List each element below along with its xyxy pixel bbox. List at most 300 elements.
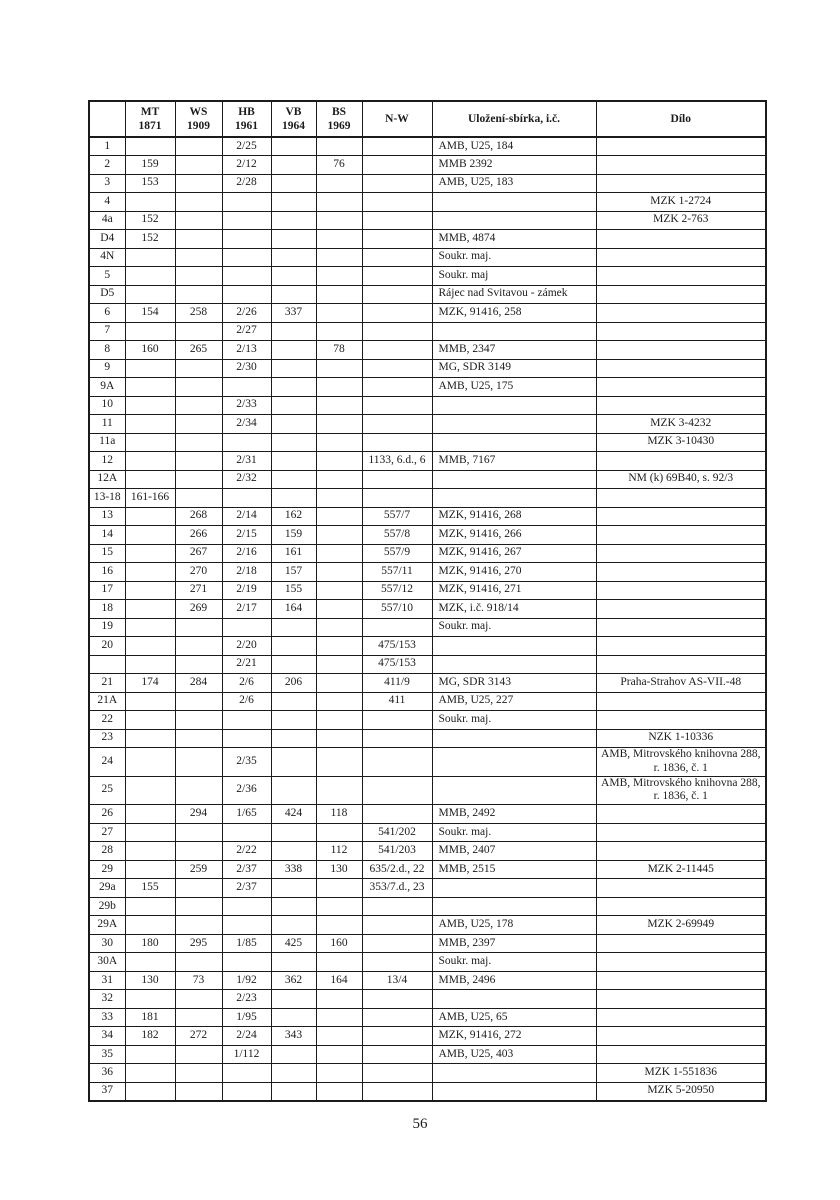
cell-id: 18 (89, 600, 125, 619)
cell-ws (175, 842, 222, 861)
cell-nw: 1133, 6.d., 6 (362, 452, 432, 471)
cell-nw (362, 1045, 432, 1064)
cell-ws: 269 (175, 600, 222, 619)
cell-bs (316, 637, 362, 656)
cell-hb: 2/27 (222, 322, 271, 341)
table-row (89, 563, 766, 582)
cell-bs (316, 711, 362, 730)
cell-dilo (596, 563, 766, 582)
cell-bs: 112 (316, 842, 362, 861)
cell-dilo (596, 248, 766, 267)
table-row (89, 174, 766, 193)
cell-id: 21A (89, 692, 125, 711)
cell-bs (316, 526, 362, 545)
cell-vb (271, 618, 316, 637)
cell-id: 2 (89, 156, 125, 175)
cell-bs: 160 (316, 934, 362, 953)
cell-dilo: MZK 5-20950 (596, 1082, 766, 1101)
cell-vb (271, 711, 316, 730)
cell-id: 31 (89, 971, 125, 990)
cell-ulozeni (432, 990, 596, 1009)
cell-ulozeni (432, 1082, 596, 1101)
cell-vb (271, 415, 316, 434)
cell-bs (316, 285, 362, 304)
cell-ulozeni (432, 879, 596, 898)
cell-hb (222, 489, 271, 508)
cell-vb: 164 (271, 600, 316, 619)
cell-nw: 557/8 (362, 526, 432, 545)
table-row (89, 692, 766, 711)
cell-vb: 424 (271, 805, 316, 824)
cell-mt (125, 1064, 175, 1083)
table-row (89, 322, 766, 341)
cell-nw (362, 156, 432, 175)
cell-ulozeni: MMB, 7167 (432, 452, 596, 471)
cell-nw: 635/2.d., 22 (362, 860, 432, 879)
cell-nw (362, 990, 432, 1009)
page-number: 56 (412, 1116, 428, 1132)
cell-id: 5 (89, 267, 125, 286)
cell-id: 12A (89, 470, 125, 489)
cell-bs (316, 544, 362, 563)
cell-hb (222, 433, 271, 452)
cell-ulozeni (432, 655, 596, 674)
cell-dilo: MZK 1-2724 (596, 193, 766, 212)
cell-nw (362, 711, 432, 730)
cell-mt (125, 563, 175, 582)
table-row (89, 860, 766, 879)
cell-nw (362, 1082, 432, 1101)
cell-dilo (596, 953, 766, 972)
cell-dilo (596, 600, 766, 619)
cell-bs (316, 489, 362, 508)
cell-mt: 154 (125, 304, 175, 323)
cell-bs (316, 692, 362, 711)
cell-vb: 362 (271, 971, 316, 990)
cell-dilo (596, 544, 766, 563)
cell-vb (271, 248, 316, 267)
cell-mt: 155 (125, 879, 175, 898)
cell-bs: 164 (316, 971, 362, 990)
cell-vb: 157 (271, 563, 316, 582)
cell-mt: 181 (125, 1008, 175, 1027)
cell-vb (271, 879, 316, 898)
cell-dilo: Praha-Strahov AS-VII.-48 (596, 674, 766, 693)
header-label: 1871 (138, 120, 162, 132)
cell-id: D4 (89, 230, 125, 249)
cell-id: 27 (89, 823, 125, 842)
cell-nw: 541/202 (362, 823, 432, 842)
cell-mt (125, 267, 175, 286)
cell-ulozeni (432, 729, 596, 748)
cell-mt (125, 396, 175, 415)
cell-dilo (596, 637, 766, 656)
cell-nw (362, 916, 432, 935)
table-row (89, 805, 766, 824)
cell-mt (125, 1082, 175, 1101)
cell-ws (175, 396, 222, 415)
cell-vb (271, 1082, 316, 1101)
cell-ws (175, 267, 222, 286)
col-header-vb (271, 101, 316, 137)
cell-ws: 73 (175, 971, 222, 990)
cell-vb (271, 842, 316, 861)
cell-ulozeni: Soukr. maj. (432, 823, 596, 842)
cell-ws (175, 711, 222, 730)
cell-ulozeni: Soukr. maj. (432, 711, 596, 730)
cell-hb: 2/33 (222, 396, 271, 415)
cell-hb (222, 248, 271, 267)
cell-dilo (596, 137, 766, 156)
table-row (89, 544, 766, 563)
cell-dilo (596, 897, 766, 916)
cell-hb: 2/13 (222, 341, 271, 360)
cell-ws (175, 916, 222, 935)
cell-nw (362, 897, 432, 916)
cell-mt (125, 544, 175, 563)
cell-nw (362, 137, 432, 156)
table-row (89, 953, 766, 972)
cell-ulozeni: MMB, 2407 (432, 842, 596, 861)
table-row (89, 916, 766, 935)
cell-dilo (596, 378, 766, 397)
cell-hb (222, 230, 271, 249)
header-label: HB (238, 105, 255, 118)
col-header-blank (89, 101, 125, 137)
cell-dilo: MZK 3-10430 (596, 433, 766, 452)
cell-ulozeni (432, 415, 596, 434)
cell-vb (271, 470, 316, 489)
cell-id: 30 (89, 934, 125, 953)
cell-mt (125, 953, 175, 972)
table-row (89, 470, 766, 489)
cell-ws: 267 (175, 544, 222, 563)
cell-mt (125, 285, 175, 304)
cell-vb (271, 1008, 316, 1027)
cell-id: 33 (89, 1008, 125, 1027)
cell-nw (362, 304, 432, 323)
cell-ws (175, 748, 222, 777)
cell-vb (271, 322, 316, 341)
cell-nw (362, 248, 432, 267)
cell-dilo (596, 230, 766, 249)
cell-dilo: MZK 3-4232 (596, 415, 766, 434)
cell-vb: 162 (271, 507, 316, 526)
cell-hb: 2/36 (222, 776, 271, 805)
cell-mt: 174 (125, 674, 175, 693)
cell-ulozeni (432, 433, 596, 452)
cell-hb: 2/23 (222, 990, 271, 1009)
cell-ws: 272 (175, 1027, 222, 1046)
cell-id: 12 (89, 452, 125, 471)
cell-id: 7 (89, 322, 125, 341)
cell-mt (125, 526, 175, 545)
cell-hb: 2/19 (222, 581, 271, 600)
table-row (89, 359, 766, 378)
cell-bs (316, 137, 362, 156)
cell-bs (316, 563, 362, 582)
cell-id: 37 (89, 1082, 125, 1101)
cell-ws (175, 174, 222, 193)
cell-ulozeni: MZK, 91416, 267 (432, 544, 596, 563)
cell-ulozeni: MZK, 91416, 266 (432, 526, 596, 545)
cell-bs (316, 1027, 362, 1046)
cell-hb: 2/22 (222, 842, 271, 861)
cell-mt (125, 507, 175, 526)
cell-dilo: MZK 2-69949 (596, 916, 766, 935)
cell-nw: 557/9 (362, 544, 432, 563)
cell-bs: 130 (316, 860, 362, 879)
cell-vb: 159 (271, 526, 316, 545)
cell-id: 16 (89, 563, 125, 582)
cell-dilo (596, 341, 766, 360)
cell-id: 21 (89, 674, 125, 693)
cell-ulozeni: Soukr. maj. (432, 953, 596, 972)
cell-ws: 294 (175, 805, 222, 824)
cell-ulozeni (432, 193, 596, 212)
cell-nw (362, 470, 432, 489)
cell-hb: 2/18 (222, 563, 271, 582)
cell-hb (222, 729, 271, 748)
cell-hb (222, 1082, 271, 1101)
cell-dilo (596, 618, 766, 637)
cell-ws (175, 156, 222, 175)
cell-ws (175, 953, 222, 972)
cell-mt (125, 805, 175, 824)
cell-dilo: AMB, Mitrovského knihovna 288, r. 1836, č. 1 (596, 776, 766, 805)
cell-id: 13-18 (89, 489, 125, 508)
cell-bs (316, 916, 362, 935)
cell-id: 15 (89, 544, 125, 563)
cell-mt (125, 470, 175, 489)
cell-nw: 475/153 (362, 655, 432, 674)
cell-id: 10 (89, 396, 125, 415)
table-row (89, 637, 766, 656)
col-header-nw (362, 101, 432, 137)
cell-ulozeni: Soukr. maj (432, 267, 596, 286)
cell-bs (316, 600, 362, 619)
cell-ws (175, 1082, 222, 1101)
cell-ulozeni: Rájec nad Svitavou - zámek (432, 285, 596, 304)
cell-dilo (596, 842, 766, 861)
cell-ulozeni (432, 470, 596, 489)
cell-mt (125, 452, 175, 471)
table-row (89, 211, 766, 230)
table-body (89, 137, 766, 1101)
cell-hb: 2/24 (222, 1027, 271, 1046)
cell-hb: 2/6 (222, 692, 271, 711)
cell-ulozeni: AMB, U25, 184 (432, 137, 596, 156)
cell-id: D5 (89, 285, 125, 304)
cell-nw (362, 211, 432, 230)
cell-vb (271, 953, 316, 972)
cell-vb (271, 359, 316, 378)
cell-hb: 2/30 (222, 359, 271, 378)
cell-nw: 557/10 (362, 600, 432, 619)
cell-nw: 557/7 (362, 507, 432, 526)
cell-vb (271, 174, 316, 193)
cell-id: 35 (89, 1045, 125, 1064)
cell-ulozeni: AMB, U25, 227 (432, 692, 596, 711)
cell-ulozeni: AMB, U25, 178 (432, 916, 596, 935)
cell-hb: 2/21 (222, 655, 271, 674)
cell-vb (271, 729, 316, 748)
cell-dilo: NM (k) 69B40, s. 92/3 (596, 470, 766, 489)
col-header-mt (125, 101, 175, 137)
cell-id: 9 (89, 359, 125, 378)
cell-id: 19 (89, 618, 125, 637)
cell-ws (175, 655, 222, 674)
cell-bs (316, 211, 362, 230)
cell-id: 14 (89, 526, 125, 545)
cell-dilo (596, 990, 766, 1009)
cell-mt: 153 (125, 174, 175, 193)
table-row (89, 581, 766, 600)
cell-mt (125, 618, 175, 637)
cell-nw (362, 267, 432, 286)
cell-bs (316, 729, 362, 748)
cell-ulozeni: MMB, 2496 (432, 971, 596, 990)
cell-nw (362, 193, 432, 212)
cell-id: 28 (89, 842, 125, 861)
cell-hb: 2/26 (222, 304, 271, 323)
cell-mt (125, 860, 175, 879)
cell-nw (362, 1027, 432, 1046)
cell-hb (222, 193, 271, 212)
cell-ulozeni: MMB, 2347 (432, 341, 596, 360)
cell-vb (271, 396, 316, 415)
cell-hb: 1/92 (222, 971, 271, 990)
header-label: BS (331, 105, 347, 118)
cell-dilo (596, 692, 766, 711)
cell-nw: 353/7.d., 23 (362, 879, 432, 898)
table-row (89, 304, 766, 323)
cell-mt (125, 1045, 175, 1064)
cell-bs: 118 (316, 805, 362, 824)
cell-bs: 76 (316, 156, 362, 175)
cell-ulozeni: MZK, 91416, 268 (432, 507, 596, 526)
table-row (89, 748, 766, 777)
cell-hb (222, 285, 271, 304)
table-row (89, 842, 766, 861)
cell-vb (271, 285, 316, 304)
table-row (89, 248, 766, 267)
cell-mt (125, 655, 175, 674)
cell-ws (175, 897, 222, 916)
cell-vb (271, 489, 316, 508)
cell-id: 11 (89, 415, 125, 434)
cell-hb (222, 618, 271, 637)
cell-dilo (596, 655, 766, 674)
cell-nw: 411/9 (362, 674, 432, 693)
cell-mt (125, 637, 175, 656)
cell-bs (316, 230, 362, 249)
header-label: 1909 (187, 120, 210, 132)
cell-mt (125, 990, 175, 1009)
cell-hb (222, 953, 271, 972)
cell-bs (316, 193, 362, 212)
cell-hb: 2/12 (222, 156, 271, 175)
table-row (89, 433, 766, 452)
cell-ws: 284 (175, 674, 222, 693)
cell-bs (316, 1008, 362, 1027)
cell-ws (175, 285, 222, 304)
cell-vb (271, 823, 316, 842)
table-row (89, 267, 766, 286)
table-row (89, 618, 766, 637)
cell-ws (175, 618, 222, 637)
cell-nw (362, 618, 432, 637)
cell-mt (125, 137, 175, 156)
table-row (89, 415, 766, 434)
table-row (89, 341, 766, 360)
cell-ws (175, 489, 222, 508)
cell-mt (125, 729, 175, 748)
cell-bs (316, 396, 362, 415)
cell-dilo (596, 304, 766, 323)
cell-nw (362, 748, 432, 777)
cell-hb: 2/15 (222, 526, 271, 545)
cell-vb (271, 637, 316, 656)
cell-bs (316, 748, 362, 777)
cell-ws: 295 (175, 934, 222, 953)
cell-bs (316, 618, 362, 637)
cell-ws (175, 1064, 222, 1083)
cell-id: 20 (89, 637, 125, 656)
cell-dilo (596, 267, 766, 286)
cell-mt (125, 692, 175, 711)
col-header-ws (175, 101, 222, 137)
cell-id: 17 (89, 581, 125, 600)
cell-bs (316, 1045, 362, 1064)
cell-mt: 160 (125, 341, 175, 360)
header-label: 1961 (235, 120, 258, 132)
cell-nw (362, 805, 432, 824)
cell-vb (271, 990, 316, 1009)
cell-mt: 159 (125, 156, 175, 175)
header-label: 1969 (327, 120, 351, 132)
header-label: MT (140, 105, 160, 118)
cell-hb (222, 378, 271, 397)
cell-nw (362, 285, 432, 304)
cell-hb: 1/85 (222, 934, 271, 953)
cell-vb (271, 433, 316, 452)
cell-vb (271, 211, 316, 230)
cell-bs (316, 674, 362, 693)
cell-bs (316, 304, 362, 323)
cell-ws (175, 452, 222, 471)
cell-id: 36 (89, 1064, 125, 1083)
cell-ulozeni: MZK, 91416, 272 (432, 1027, 596, 1046)
cell-ws (175, 378, 222, 397)
cell-mt: 182 (125, 1027, 175, 1046)
cell-ws (175, 470, 222, 489)
table-row (89, 655, 766, 674)
cell-ulozeni: AMB, U25, 403 (432, 1045, 596, 1064)
cell-nw (362, 953, 432, 972)
cell-ws (175, 248, 222, 267)
cell-id: 1 (89, 137, 125, 156)
cell-vb: 338 (271, 860, 316, 879)
cell-dilo (596, 285, 766, 304)
cell-id: 4 (89, 193, 125, 212)
cell-bs (316, 823, 362, 842)
table-row (89, 990, 766, 1009)
cell-ws (175, 230, 222, 249)
cell-ws: 271 (175, 581, 222, 600)
cell-id: 13 (89, 507, 125, 526)
cell-ulozeni (432, 211, 596, 230)
